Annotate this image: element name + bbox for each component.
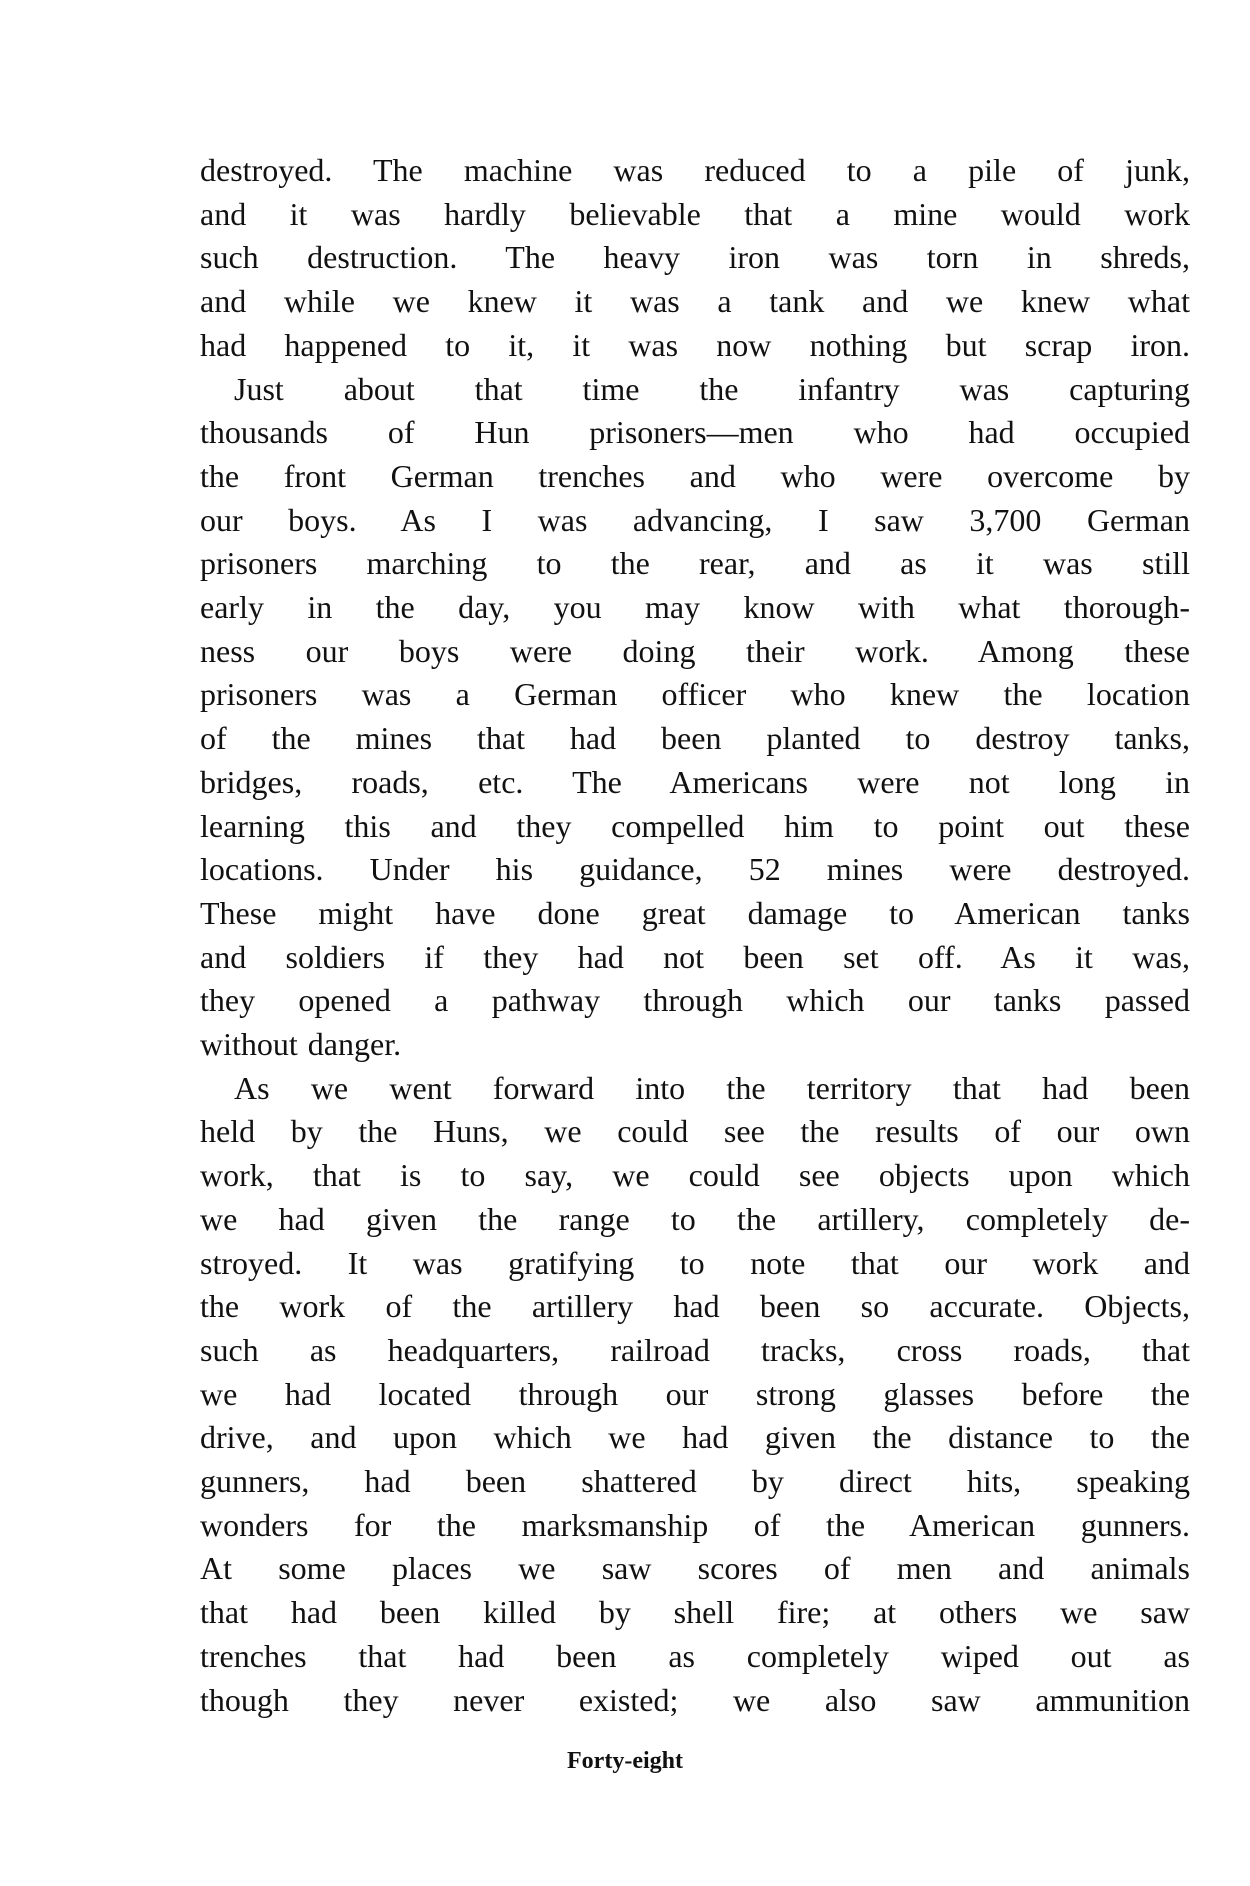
text-line: had happened to it, it was now nothing but scrap iron. xyxy=(200,326,1190,363)
text-line: locations. Under his guidance, 52 mines were destroyed. xyxy=(200,851,1190,888)
text-line: stroyed. It was gratifying to note that our work and xyxy=(200,1244,1190,1281)
text-line: we had given the range to the artillery, completely de- xyxy=(200,1200,1190,1237)
text-line: As we went forward into the territory that had been xyxy=(234,1069,1190,1106)
text-line: of the mines that had been planted to destroy tanks, xyxy=(200,720,1190,757)
text-line: such destruction. The heavy iron was torn in shreds, xyxy=(200,239,1190,276)
text-line: Just about that time the infantry was capturing xyxy=(234,370,1190,407)
text-line: such as headquarters, railroad tracks, cross roads, that xyxy=(200,1331,1190,1368)
text-line: our boys. As I was advancing, I saw 3,700 German xyxy=(200,501,1190,538)
text-line: learning this and they compelled him to point out these xyxy=(200,807,1190,844)
text-line: held by the Huns, we could see the results of our own xyxy=(200,1113,1190,1150)
text-line: ness our boys were doing their work. Among these xyxy=(200,632,1190,669)
text-line: without danger. xyxy=(200,1026,402,1062)
text-line: and soldiers if they had not been set off. As it was, xyxy=(200,938,1190,975)
text-line: At some places we saw scores of men and animals xyxy=(200,1550,1190,1587)
text-line: and while we knew it was a tank and we knew what xyxy=(200,283,1190,320)
text-line: trenches that had been as completely wiped out as xyxy=(200,1637,1190,1674)
text-line: we had located through our strong glasses before the xyxy=(200,1375,1190,1412)
page-number: Forty-eight xyxy=(567,1748,683,1774)
text-line: the front German trenches and who were overcome by xyxy=(200,457,1190,494)
text-line: that had been killed by shell fire; at others we saw xyxy=(200,1594,1190,1631)
text-line: though they never existed; we also saw ammunition xyxy=(200,1681,1190,1718)
text-line: work, that is to say, we could see objects upon which xyxy=(200,1157,1190,1194)
text-line: These might have done great damage to American tanks xyxy=(200,894,1190,931)
text-line: bridges, roads, etc. The Americans were not long in xyxy=(200,763,1190,800)
text-line: destroyed. The machine was reduced to a pile of junk, xyxy=(200,152,1190,188)
text-line: wonders for the marksmanship of the American gunners. xyxy=(200,1506,1190,1543)
text-line: they opened a pathway through which our tanks passed xyxy=(200,982,1190,1019)
text-line: prisoners was a German officer who knew the location xyxy=(200,676,1190,713)
text-line: thousands of Hun prisoners—men who had occupied xyxy=(200,414,1190,451)
text-line: early in the day, you may know with what thorough- xyxy=(200,589,1190,625)
text-line: prisoners marching to the rear, and as it was still xyxy=(200,545,1190,582)
text-line: the work of the artillery had been so accurate. Objects, xyxy=(200,1288,1190,1325)
text-line: gunners, had been shattered by direct hits, speaking xyxy=(200,1463,1190,1499)
text-line: drive, and upon which we had given the distance to the xyxy=(200,1419,1190,1456)
text-line: and it was hardly believable that a mine would work xyxy=(200,195,1190,232)
